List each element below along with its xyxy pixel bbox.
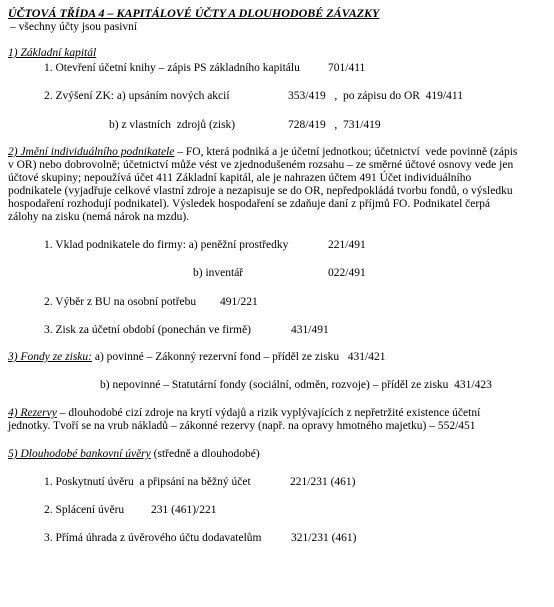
s2-item-1b: b) inventář [193,267,244,279]
page-subtitle: – všechny účty jsou pasivní [10,21,138,33]
s2-item-2-value: 491/221 [220,296,258,308]
s2-line-1: 2) Jmění individuálního podnikatele – FO, která podniká a je účetní jednotkou; účetnictví vede povinně (zápis [8,146,518,158]
s5-item-2: 2. Splácení úvěru [44,504,125,516]
s1-item-2-value: 353/419 , po zápisu do OR 419/411 [288,90,463,102]
page-title: ÚČTOVÁ TŘÍDA 4 – KAPITÁLOVÉ ÚČTY A DLOUHODOBÉ ZÁVAZKY [8,6,380,20]
s2-item-3-value: 431/491 [291,324,329,336]
s5-item-3: 3. Přímá úhrada z úvěrového účtu dodavatelům [44,532,262,544]
s2-line-2: v OR) nebo dobrovolně; účetnictví může vést ve zjednodušeném rozsahu – ze směrné účtové osnovy vede jen [8,159,514,171]
s5-heading-line: 5) Dlouhodobé bankovní úvěry (středně a dlouhodobé) [8,448,260,460]
s2-line-4: podnikatele (vyjadřuje celkové vlastní zdroje a nezapisuje se do OR, nepředpokládá tvorbu fondů, o výsledku [8,185,513,197]
s1-item-1-value: 701/411 [328,62,366,74]
s3-line-a: 3) Fondy ze zisku: a) povinné – Zákonný rezervní fond – příděl ze zisku 431/421 [8,351,386,363]
section-3-heading: 3) Fondy ze zisku: [8,351,92,363]
s2-item-1-value: 221/491 [328,239,366,251]
section-2-heading: 2) Jmění individuálního podnikatele [8,146,175,158]
s2-item-1: 1. Vklad podnikatele do firmy: a) peněžní prostředky [44,239,289,251]
s1-item-1: 1. Otevření účetní knihy – zápis PS základního kapitálu [44,62,300,74]
s5-item-2-value: 231 (461)/221 [151,504,217,516]
s1-item-2b-value: 728/419 , 731/419 [288,119,381,131]
s2-line-5: hospodaření rozhodují podnikatel). Výsledek hospodaření se zdaňuje daní z příjmů FO. Podnikatel čerpá [8,198,491,210]
s2-line-3: účtové skupiny; nepoužívá účet 411 Základní kapitál, ale je nahrazen účtem 491 Účet individuálního [8,172,472,184]
s2-item-3: 3. Zisk za účetní období (ponechán ve firmě) [44,324,251,336]
section-5-heading: 5) Dlouhodobé bankovní úvěry [8,448,151,460]
s4-line-1: 4) Rezervy – dlouhodobé cizí zdroje na krytí výdajů a rizik vyplývajících z nepřetržité existence účetní [8,407,481,419]
s5-item-3-value: 321/231 (461) [291,532,357,544]
s2-line-6: zálohy na zisku (nemá nárok na mzdu). [8,211,190,223]
s2-item-1b-value: 022/491 [328,267,366,279]
section-1-heading: 1) Základní kapitál [8,47,97,59]
s2-item-2: 2. Výběr z BU na osobní potřebu [44,296,197,308]
s1-item-2b: b) z vlastních zdrojů (zisk) [109,119,236,131]
s1-item-2: 2. Zvýšení ZK: a) upsáním nových akcií [44,90,230,102]
section-4-heading: 4) Rezervy [8,407,57,419]
s4-line-2: jednotky. Tvoří se na vrub nákladů – zákonné rezervy (např. na opravy hmotného majetku) – 552/451 [8,420,476,432]
s5-item-1-value: 221/231 (461) [290,476,356,488]
s3-line-b: b) nepovinné – Statutární fondy (sociální, odměn, rozvoje) – příděl ze zisku 431/423 [100,379,492,391]
s5-item-1: 1. Poskytnutí úvěru a připsání na běžný účet [44,476,251,488]
